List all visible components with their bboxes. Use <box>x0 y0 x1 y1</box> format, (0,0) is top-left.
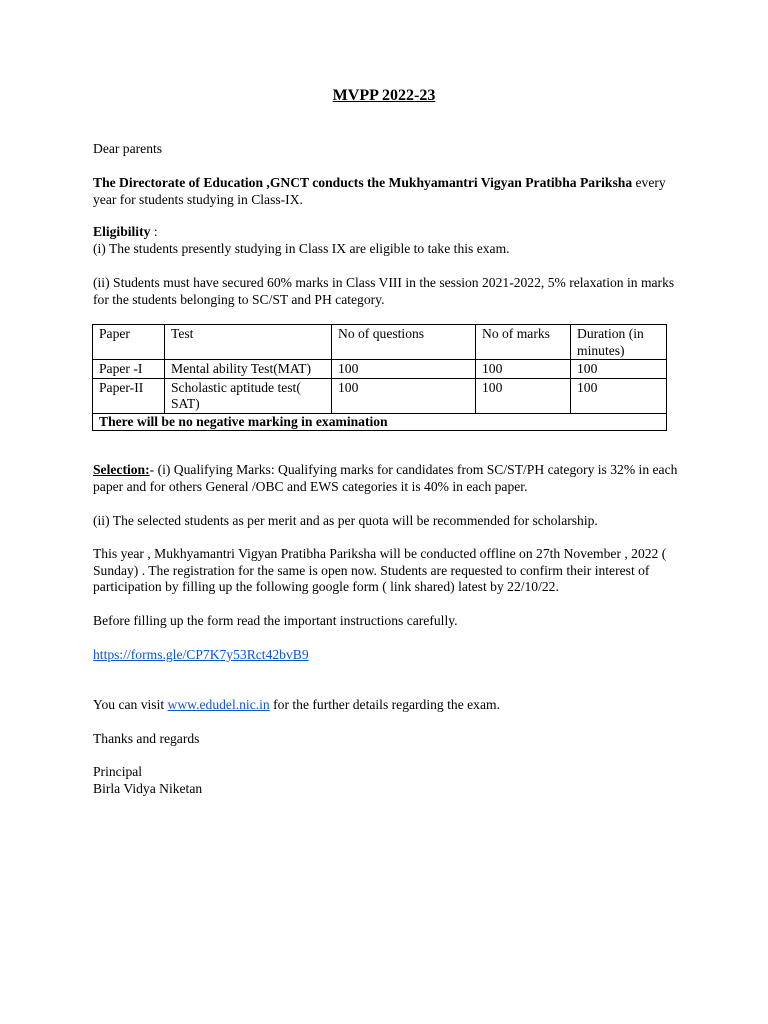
selection-text-1: - (i) Qualifying Marks: Qualifying marks for candidates from SC/ST/PH category is 32% in each paper and for others General /OBC and EWS categories it is 40% in each paper. <box>93 462 678 494</box>
intro-bold: The Directorate of Education ,GNCT conducts the Mukhyamantri Vigyan Pratibha Pariksha <box>93 175 633 190</box>
selection-heading: Selection: <box>93 462 150 477</box>
eligibility-colon: : <box>150 224 158 239</box>
visit-before: You can visit <box>93 697 168 712</box>
table-header-cell: Paper <box>93 325 165 360</box>
table-cell: 100 <box>571 360 667 379</box>
table-header-cell: Test <box>165 325 332 360</box>
greeting: Dear parents <box>93 141 163 156</box>
table-note: There will be no negative marking in examination <box>93 413 667 431</box>
eligibility-heading-line <box>93 224 683 241</box>
table-row <box>93 360 667 379</box>
signature-title: Principal <box>93 764 143 779</box>
intro-paragraph <box>93 175 683 208</box>
form-link-line <box>93 647 683 664</box>
table-cell: Paper-II <box>93 378 165 413</box>
instruction-line: Before filling up the form read the important instructions carefully. <box>93 613 458 628</box>
table-header-row <box>93 325 667 360</box>
table-row <box>93 378 667 413</box>
eligibility-heading: Eligibility <box>93 224 151 239</box>
eligibility-point-2: (ii) Students must have secured 60% marks in Class VIII in the session 2021-2022, 5% relaxation in marks for the students belonging to SC/ST and PH category. <box>93 275 675 307</box>
table-cell: 100 <box>476 378 571 413</box>
announcement-paragraph: This year , Mukhyamantri Vigyan Pratibha Pariksha will be conducted offline on 27th November , 2022 ( Sunday) . The registration for the same is open now. Students are requested to confirm their interest of participation by filling up the following google form ( link shared) latest by 22/10/22. <box>93 546 667 594</box>
intro-rest: every year for students studying in Class-IX. <box>93 175 666 207</box>
selection-text-2: (ii) The selected students as per merit and as per quota will be recommended for scholarship. <box>93 513 598 528</box>
visit-line <box>93 697 683 714</box>
table-note-row <box>93 413 667 431</box>
selection-paragraph <box>93 462 683 495</box>
page-title: MVPP 2022-23 <box>332 87 436 104</box>
table-cell: Mental ability Test(MAT) <box>165 360 332 379</box>
signature-school: Birla Vidya Niketan <box>93 781 203 796</box>
form-link[interactable]: https://forms.gle/CP7K7y53Rct42bvB9 <box>93 647 309 662</box>
table-cell: Paper -I <box>93 360 165 379</box>
table-header-cell: Duration (in minutes) <box>571 325 667 360</box>
table-cell: 100 <box>571 378 667 413</box>
table-cell: 100 <box>332 378 476 413</box>
edudel-link[interactable]: www.edudel.nic.in <box>167 697 270 712</box>
table-cell: Scholastic aptitude test( SAT) <box>165 378 332 413</box>
table-header-cell: No of marks <box>476 325 571 360</box>
table-cell: 100 <box>476 360 571 379</box>
closing: Thanks and regards <box>93 731 200 746</box>
table-cell: 100 <box>332 360 476 379</box>
table-header-cell: No of questions <box>332 325 476 360</box>
eligibility-point-1: (i) The students presently studying in Class IX are eligible to take this exam. <box>93 241 510 256</box>
visit-after: for the further details regarding the exam. <box>269 697 500 712</box>
exam-table <box>92 324 667 431</box>
